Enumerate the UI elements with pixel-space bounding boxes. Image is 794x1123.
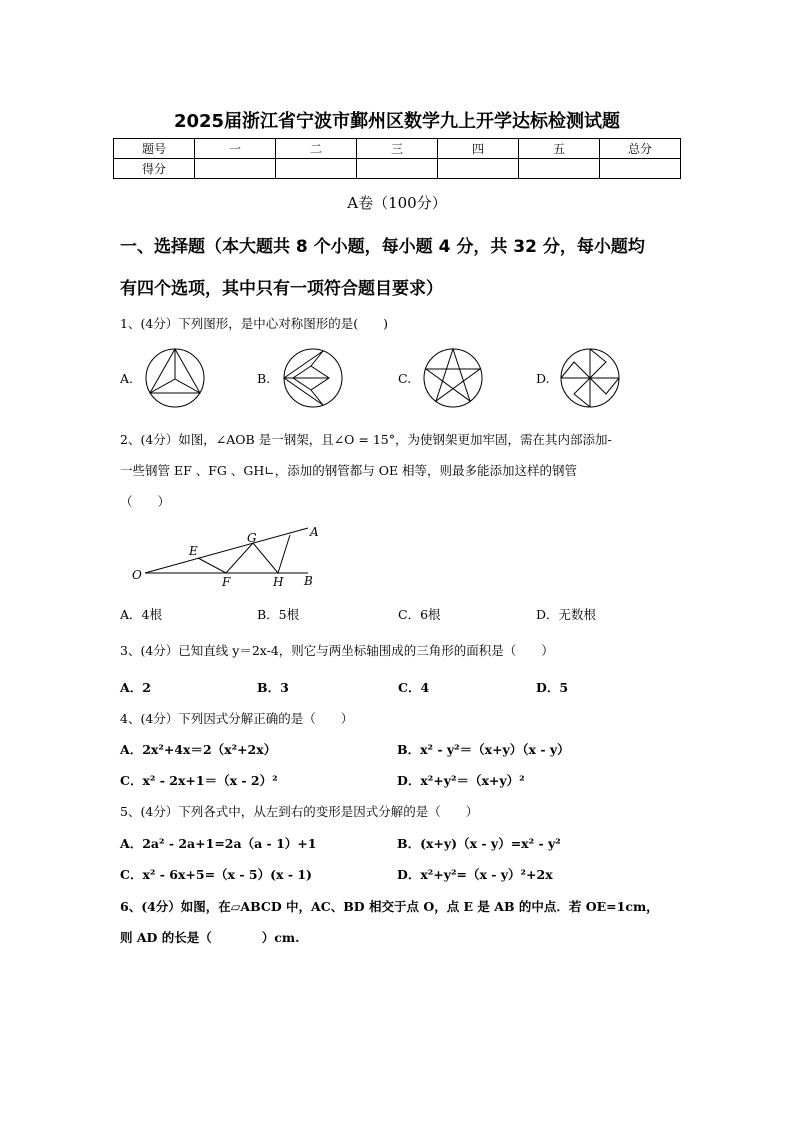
- q2-stem-line2: 一些钢管 EF 、FG 、GH∟，添加的钢管都与 OE 相等，则最多能添加这样的钢管: [120, 463, 578, 478]
- q5-option-c: C．x² - 6x+5=（x - 5）(x - 1): [120, 867, 312, 882]
- q5-option-d: D．x²+y²=（x - y）²+2x: [397, 867, 553, 882]
- q4-option-d: D．x²+y²＝（x+y）²: [397, 773, 525, 788]
- q4-option-b: B．x² - y²＝（x+y）（x - y）: [397, 742, 570, 757]
- q1-figure-d: [558, 346, 622, 410]
- label-h: H: [273, 575, 284, 589]
- q1-figure-c: [421, 346, 485, 410]
- q1-option-c-label: C.: [398, 371, 412, 386]
- score-header-cell: 总分: [600, 139, 681, 159]
- q3-option-d: D．5: [536, 680, 569, 695]
- q3-stem: 3、(4分）已知直线 y＝2x-4，则它与两坐标轴围成的三角形的面积是（ ）: [120, 643, 554, 658]
- score-header-cell: 一: [195, 139, 276, 159]
- score-header-cell: 三: [357, 139, 438, 159]
- score-cell[interactable]: [276, 159, 357, 179]
- q4-stem: 4、(4分）下列因式分解正确的是（ ）: [120, 711, 354, 726]
- section-a-heading: A卷（100分）: [347, 194, 447, 212]
- q4-option-a: A．2x²+4x＝2（x²+2x）: [120, 742, 277, 757]
- q2-option-b: B．5根: [257, 607, 300, 622]
- score-cell[interactable]: [438, 159, 519, 179]
- q3-option-a: A．2: [120, 680, 151, 695]
- part1-heading-line1: 一、选择题（本大题共 8 个小题，每小题 4 分，共 32 分，每小题均: [120, 237, 645, 257]
- score-header-cell: 题号: [114, 139, 195, 159]
- q2-stem-line3: （ ）: [120, 494, 171, 509]
- q3-option-c: C．4: [398, 680, 430, 695]
- q3-option-b: B．3: [257, 680, 289, 695]
- score-row-label: 得分: [114, 159, 195, 179]
- label-g: G: [247, 531, 257, 545]
- label-e: E: [189, 544, 198, 558]
- q1-option-b-label: B.: [257, 371, 271, 386]
- score-header-cell: 四: [438, 139, 519, 159]
- score-table-score-row: [114, 159, 681, 179]
- label-a: A: [310, 525, 319, 539]
- label-o: O: [132, 568, 142, 582]
- q1-figure-b: [281, 346, 345, 410]
- label-b: B: [304, 574, 313, 588]
- score-header-cell: 五: [519, 139, 600, 159]
- q2-option-d: D．无数根: [536, 607, 597, 622]
- q1-figure-a: [143, 346, 207, 410]
- exam-title: 2025届浙江省宁波市鄞州区数学九上开学达标检测试题: [173, 111, 621, 132]
- q2-option-a: A．4根: [120, 607, 162, 622]
- score-header-cell: 二: [276, 139, 357, 159]
- q5-option-b: B．(x+y)（x - y）=x² - y²: [397, 836, 561, 851]
- q6-stem-line2: 则 AD 的长是（ ）cm.: [120, 930, 300, 945]
- q1-stem: 1、(4分）下列图形，是中心对称图形的是( ): [120, 316, 389, 331]
- score-cell[interactable]: [519, 159, 600, 179]
- score-table-header-row: [114, 139, 681, 159]
- q1-option-d-label: D.: [536, 371, 550, 386]
- q2-steel-frame-figure: [130, 523, 330, 593]
- q6-stem-line1: 6、(4分）如图，在▱ABCD 中，AC、BD 相交于点 O，点 E 是 AB 的中点．若 OE=1cm，: [120, 899, 659, 914]
- q5-stem: 5、(4分）下列各式中，从左到右的变形是因式分解的是（ ）: [120, 804, 479, 819]
- q5-option-a: A．2a² - 2a+1=2a（a - 1）+1: [120, 836, 317, 851]
- score-cell[interactable]: [195, 159, 276, 179]
- q4-option-c: C．x² - 2x+1＝（x - 2）²: [120, 773, 278, 788]
- score-cell[interactable]: [600, 159, 681, 179]
- score-table: [113, 138, 681, 179]
- part1-heading-line2: 有四个选项，其中只有一项符合题目要求）: [120, 279, 443, 299]
- score-cell[interactable]: [357, 159, 438, 179]
- q2-option-c: C．6根: [398, 607, 441, 622]
- q1-option-a-label: A.: [120, 371, 134, 386]
- q2-stem-line1: 2、(4分）如图，∠AOB 是一钢架，且∠O = 15°，为使钢架更加牢固，需在其内部添加-: [120, 432, 612, 447]
- label-f: F: [222, 575, 231, 589]
